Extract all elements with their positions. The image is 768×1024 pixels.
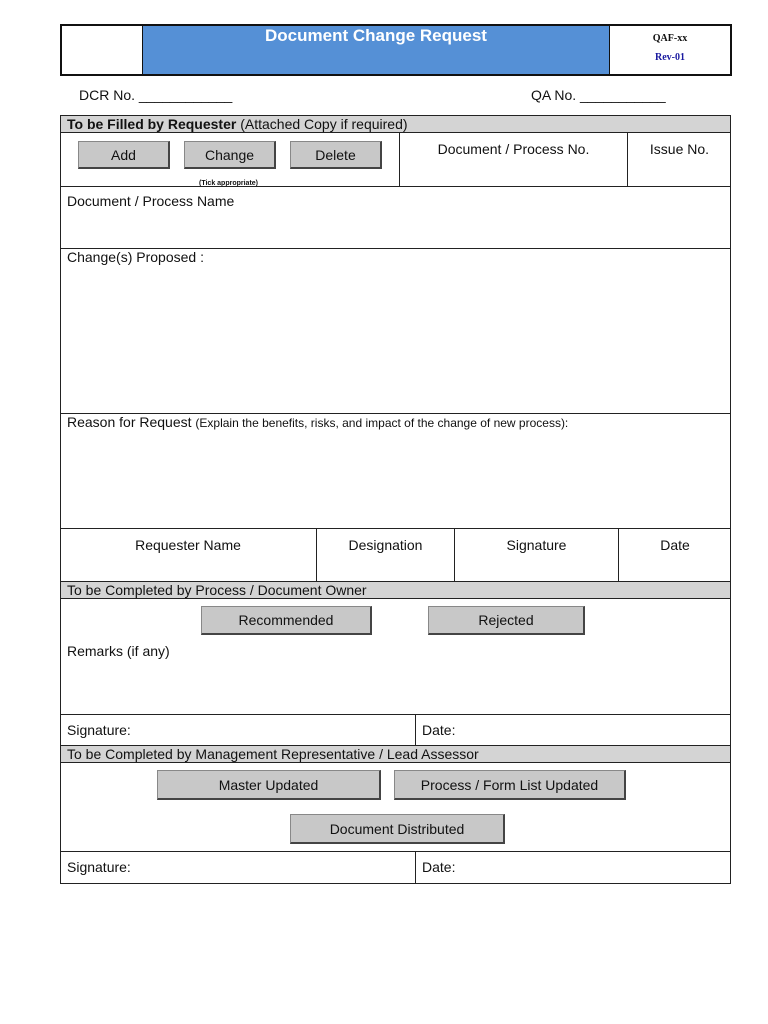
change-button[interactable]: Change xyxy=(184,141,276,169)
master-updated-button[interactable]: Master Updated xyxy=(157,770,381,800)
document-process-name-label: Document / Process Name xyxy=(67,193,235,209)
form-title: Document Change Request xyxy=(142,26,610,74)
process-form-list-updated-button[interactable]: Process / Form List Updated xyxy=(394,770,626,800)
reason-label-text: Reason for Request xyxy=(67,414,196,430)
changes-proposed-label: Change(s) Proposed : xyxy=(67,249,204,265)
requester-name-label: Requester Name xyxy=(135,537,241,553)
owner-signature-label: Signature: xyxy=(67,722,131,738)
divider xyxy=(415,714,416,745)
remarks-label: Remarks (if any) xyxy=(67,643,170,659)
divider xyxy=(60,714,731,715)
rejected-button[interactable]: Rejected xyxy=(428,606,585,635)
document-process-no-label: Document / Process No. xyxy=(437,141,590,157)
owner-date-label: Date: xyxy=(422,722,456,738)
divider xyxy=(618,528,619,581)
requester-section-title: To be Filled by Requester xyxy=(67,116,237,132)
divider xyxy=(60,528,731,529)
owner-section-header: To be Completed by Process / Document Owner xyxy=(60,581,731,599)
add-button[interactable]: Add xyxy=(78,141,170,169)
divider xyxy=(316,528,317,581)
recommended-button[interactable]: Recommended xyxy=(201,606,372,635)
divider xyxy=(60,186,731,187)
document-distributed-button[interactable]: Document Distributed xyxy=(290,814,505,844)
divider xyxy=(60,851,731,852)
requester-section-header xyxy=(60,115,731,133)
form-code: QAF-xx xyxy=(652,33,688,44)
management-signature-label: Signature: xyxy=(67,859,131,875)
dcr-number-field[interactable]: DCR No. ____________ xyxy=(79,87,233,103)
divider xyxy=(415,851,416,884)
divider xyxy=(454,528,455,581)
management-section-header: To be Completed by Management Representative / Lead Assessor xyxy=(60,745,731,763)
issue-no-label: Issue No. xyxy=(649,141,710,157)
form-body xyxy=(60,115,731,884)
management-date-label: Date: xyxy=(422,859,456,875)
requester-section-note: (Attached Copy if required) xyxy=(236,116,408,132)
tick-note: (Tick appropriate) xyxy=(199,180,258,187)
delete-button[interactable]: Delete xyxy=(290,141,382,169)
date-label: Date xyxy=(660,537,690,553)
qa-number-field[interactable]: QA No. ___________ xyxy=(531,87,666,103)
reason-note: (Explain the benefits, risks, and impact of the change of new process): xyxy=(195,416,569,430)
designation-label: Designation xyxy=(348,537,423,553)
revision-label: Rev-01 xyxy=(655,52,685,63)
reason-for-request-label xyxy=(67,414,568,431)
signature-label: Signature xyxy=(506,537,567,553)
